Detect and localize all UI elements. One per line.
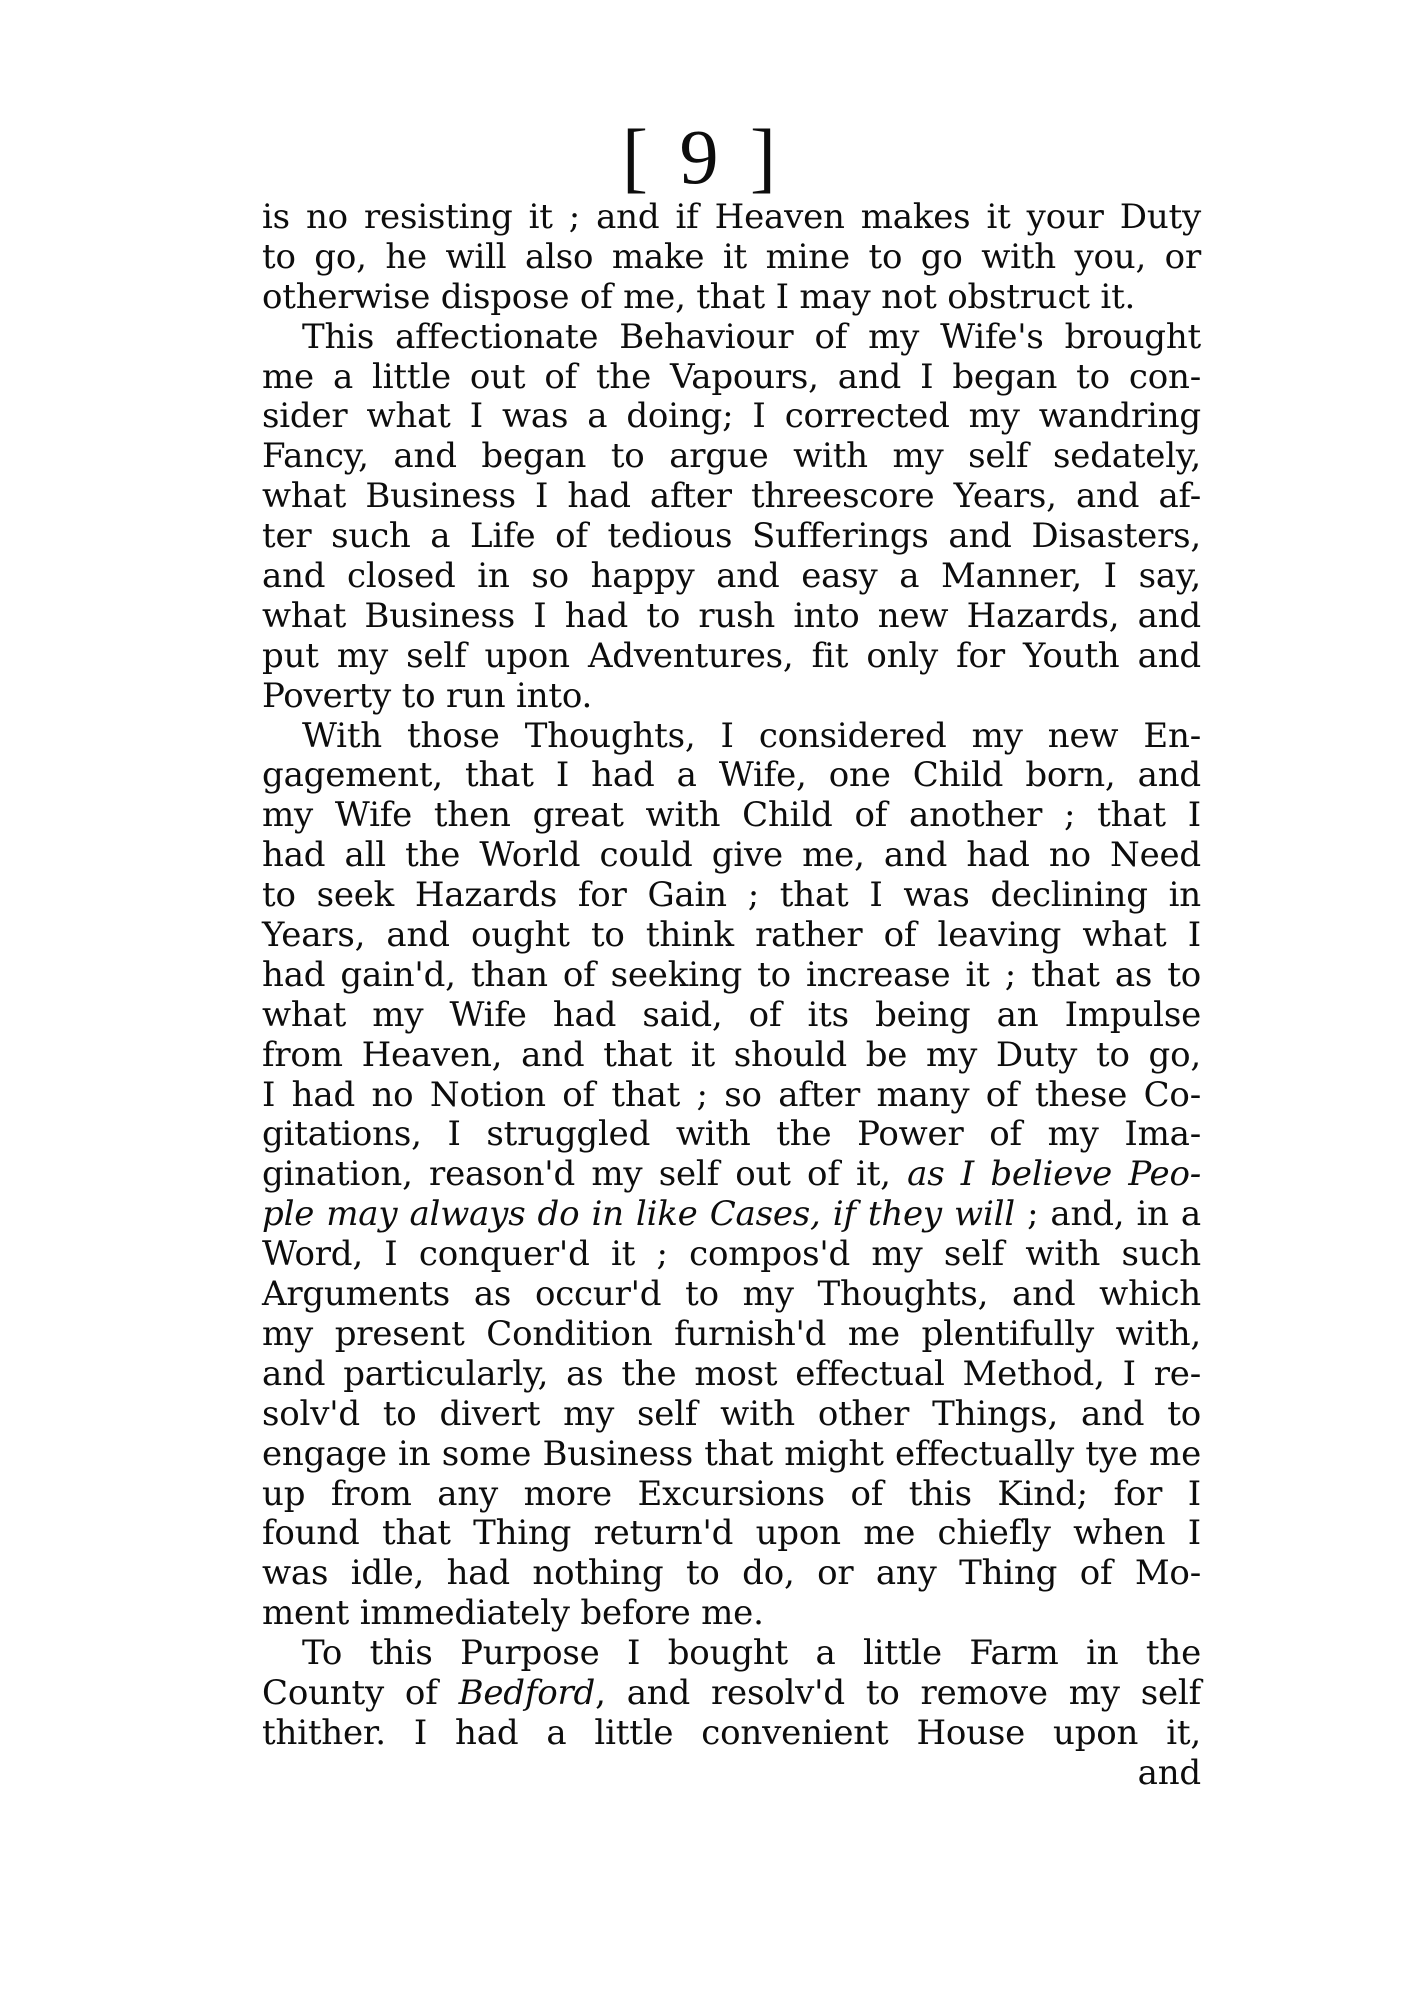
text-line: gagement, that I had a Wife, one Child born, and — [262, 755, 1201, 796]
page-number: [ 9 ] — [622, 113, 782, 200]
text-line: my Wife then great with Child of another ; that I — [262, 795, 1201, 836]
text-line: Poverty to run into. — [262, 675, 593, 716]
catchword: and — [1137, 1752, 1201, 1793]
text-line: what Business I had to rush into new Hazards, and — [262, 595, 1201, 636]
italic-segment: as I believe Peo- — [907, 1154, 1202, 1195]
text-line: ment immediately before me. — [262, 1593, 764, 1634]
text-line: With those Thoughts, I considered my new En- — [302, 715, 1201, 756]
text-line: ter such a Life of tedious Sufferings and Disasters, — [262, 516, 1201, 557]
text-line: thither. I had a little convenient House upon it, — [262, 1712, 1201, 1753]
text-line-with-italic — [262, 1674, 1201, 1714]
text-line: solv'd to divert my self with other Things, and to — [262, 1393, 1201, 1434]
italic-place-name: Bedford — [458, 1672, 596, 1713]
text-line: me a little out of the Vapours, and I began to con- — [262, 356, 1201, 397]
text-line: found that Thing return'd upon me chiefly when I — [262, 1513, 1201, 1554]
text-line: Fancy, and began to argue with my self sedately, — [262, 436, 1201, 477]
text-line: I had no Notion of that ; so after many of these Co- — [262, 1074, 1201, 1115]
text-segment: gination, reason'd my self out of it, — [262, 1154, 891, 1195]
text-line: to go, he will also make it mine to go with you, or — [262, 236, 1201, 277]
text-line-with-italic — [262, 1195, 1201, 1235]
text-line: To this Purpose I bought a little Farm in the — [302, 1633, 1201, 1674]
text-line: what my Wife had said, of its being an Impulse — [262, 994, 1201, 1035]
text-line: Years, and ought to think rather of leaving what I — [262, 915, 1201, 956]
text-line: engage in some Business that might effectually tye me — [262, 1433, 1201, 1474]
text-line: was idle, had nothing to do, or any Thing of Mo- — [262, 1553, 1201, 1594]
text-line: put my self upon Adventures, fit only for Youth and — [262, 635, 1201, 676]
italic-segment: ple may always do in like Cases, if they will — [262, 1194, 1015, 1235]
text-line: otherwise dispose of me, that I may not obstruct it. — [262, 276, 1136, 317]
text-segment: , and resolv'd to remove my self — [595, 1672, 1201, 1713]
paragraph-3 — [262, 717, 1201, 1634]
text-line: from Heaven, and that it should be my Duty to go, — [262, 1034, 1201, 1075]
text-line: what Business I had after threescore Years, and af- — [262, 476, 1201, 517]
text-line-with-italic — [262, 1155, 1201, 1195]
text-line: sider what I was a doing; I corrected my wandring — [262, 396, 1201, 437]
text-line: Arguments as occur'd to my Thoughts, and which — [262, 1274, 1201, 1315]
text-segment: County of — [262, 1672, 438, 1713]
body-text — [262, 198, 1201, 1794]
text-line: is no resisting it ; and if Heaven makes it your Duty — [262, 197, 1201, 237]
text-line: and closed in so happy and easy a Manner, I say, — [262, 556, 1201, 597]
text-line: had gain'd, than of seeking to increase it ; that as to — [262, 954, 1201, 995]
text-line: gitations, I struggled with the Power of my Ima- — [262, 1114, 1201, 1155]
text-line: to seek Hazards for Gain ; that I was declining in — [262, 875, 1201, 916]
paragraph-1 — [262, 198, 1201, 318]
text-line: Word, I conquer'd it ; compos'd my self with such — [262, 1234, 1201, 1275]
text-line: my present Condition furnish'd me plentifully with, — [262, 1313, 1201, 1354]
text-line: up from any more Excursions of this Kind; for I — [262, 1473, 1201, 1514]
text-line: and particularly, as the most effectual Method, I re- — [262, 1353, 1201, 1394]
text-line: This affectionate Behaviour of my Wife's brought — [302, 316, 1201, 357]
paragraph-4 — [262, 1634, 1201, 1754]
text-segment: ; and, in a — [1027, 1194, 1201, 1235]
paragraph-2 — [262, 318, 1201, 717]
text-line: had all the World could give me, and had no Need — [262, 835, 1201, 876]
